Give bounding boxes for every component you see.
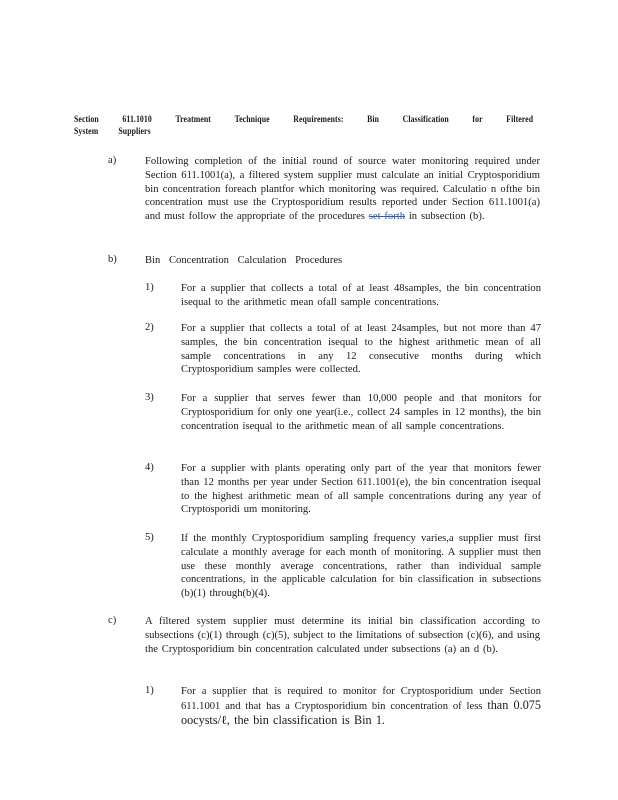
header-word: 611.1010 — [122, 115, 152, 125]
item-text-body: For a supplier that is required to monitor for Cryptosporidium under Section 611.1001 and that has a Cryptosporidium bin concentration of less — [181, 686, 541, 712]
subsection-a-text — [145, 155, 540, 224]
subsection-c-text: A filtered system supplier must determine its initial bin classification according to subsections (c)(1) through (c)(5), subject to the limitations of subsection (c)(6), and using the Cryptosporidium bin concentration calculated under subsections (a) an d (b). — [145, 616, 540, 655]
item-text-large: than 0.075 oocysts/ℓ, the bin classification is Bin 1. — [181, 697, 541, 727]
subsection-label-c: c) — [108, 615, 117, 626]
subsection-a-end: in subsection (b). — [408, 211, 485, 223]
item-label: 1) — [145, 685, 154, 696]
subsection-b-title: Bin Concentration Calculation Procedures — [145, 255, 343, 266]
item-label: 4) — [145, 462, 154, 473]
header-word: Treatment — [175, 115, 211, 125]
header-word: Filtered — [506, 115, 534, 125]
struck-text: set forth — [368, 211, 405, 223]
subsection-label-a: a) — [108, 155, 117, 166]
header-word: Bin — [367, 115, 380, 125]
item-text: For a supplier that serves fewer than 10,000 people and that monitors for Cryptosporidium for only one year(i.e., collect 24 samples in 12 months), the bin concentration isequal to the arithmetic mean of all sample concentrations. — [181, 393, 541, 432]
item-label: 5) — [145, 532, 154, 543]
item-text — [181, 685, 541, 728]
item-text: For a supplier with plants operating only part of the year that monitors fewer than 12 months per year under Section 611.1001(e), the bin concentration isequal to the highest arithmetic mean of all sample concentrations during any year of Cryptosporidi um monitoring. — [181, 463, 541, 516]
subsection-a-body: Following completion of the initial round of source water monitoring required under Section 611.1001(a), a filtered system supplier must calculate an initial Cryptosporidium bin concentration foreach plantfor which monitoring was required. Calculatio n ofthe bin concentration must use the Cryptosporidium results reported under Section 611.1001(a) and must follow the appropriate of the procedures — [145, 156, 540, 223]
section-header — [74, 115, 534, 137]
item-label: 1) — [145, 282, 154, 293]
item-label: 2) — [145, 322, 154, 333]
header-word: Section — [74, 115, 99, 125]
item-text: For a supplier that collects a total of at least 48samples, the bin concentration isequal to the arithmetic mean ofall sample concentrations. — [181, 283, 541, 308]
subsection-label-b: b) — [108, 254, 117, 265]
item-text: For a supplier that collects a total of at least 24samples, but not more than 47 samples, the bin concentration isequal to the highest arithmetic mean of all sample concentrations in any 12 consecutive months during which Cryptosporidium samples were collected. — [181, 323, 541, 376]
header-word: Suppliers — [118, 127, 151, 137]
header-word: Classification — [402, 115, 449, 125]
header-word: Technique — [234, 115, 270, 125]
item-label: 3) — [145, 392, 154, 403]
item-text: If the monthly Cryptosporidium sampling frequency varies,a supplier must first calculate a monthly average for each month of monitoring. A supplier must then use these monthly average concentrations, rather than individual sample concentrations, in the applicable calculation for bin classification in subsections (b)(1) through(b)(4). — [181, 533, 541, 600]
header-word: System — [74, 127, 99, 137]
header-word: Requirements: — [293, 115, 344, 125]
header-word: for — [472, 115, 483, 125]
